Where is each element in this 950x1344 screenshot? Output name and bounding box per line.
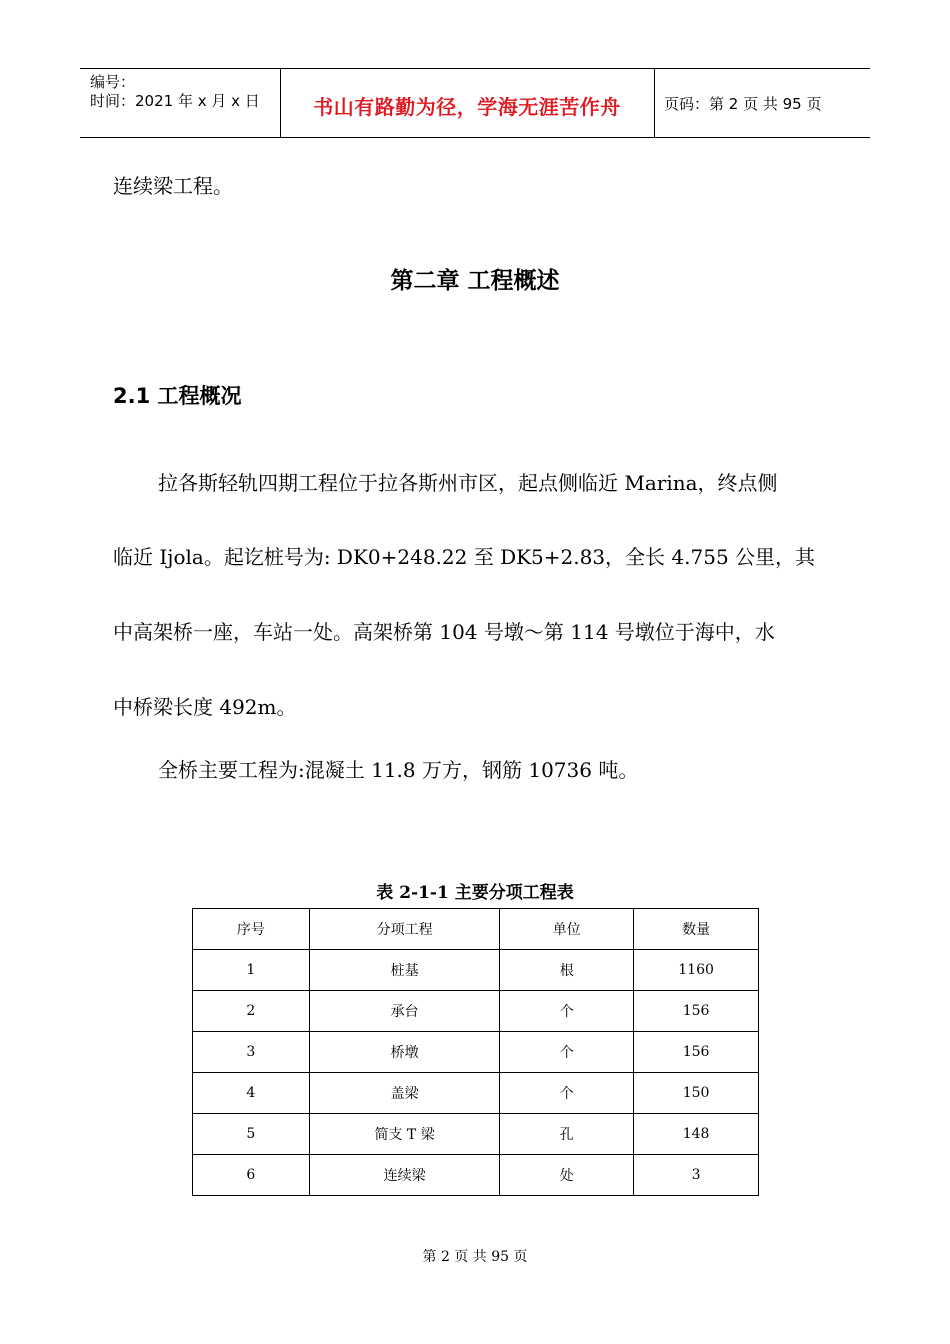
- table-cell: 150: [634, 1073, 759, 1114]
- table-caption: 表 2-1-1 主要分项工程表: [376, 883, 574, 903]
- chapter-title: 第二章 工程概述: [390, 268, 560, 294]
- table-header-cell: 单位: [500, 909, 634, 950]
- paragraph-text: 全桥主要工程为:混凝土 11.8 万方，钢筋 10736 吨。: [158, 758, 639, 782]
- table-cell: 盖梁: [309, 1073, 500, 1114]
- paragraph-line: 临近 Ijola。起讫桩号为: DK0+248.22 至 DK5+2.83，全长 4.755 公里，其: [113, 545, 816, 569]
- header-meta: [90, 73, 260, 111]
- table-header-row: [193, 909, 759, 950]
- work-items-table: [192, 908, 759, 1196]
- table-cell: 桩基: [309, 950, 500, 991]
- table-cell: 3: [634, 1155, 759, 1196]
- header-motto: 书山有路勤为径，学海无涯苦作舟: [313, 95, 621, 119]
- table-row: [193, 991, 759, 1032]
- table-row: [193, 1032, 759, 1073]
- paragraph-line: 中高架桥一座，车站一处。高架桥第 104 号墩～第 114 号墩位于海中，水: [113, 620, 775, 644]
- table-row: [193, 1114, 759, 1155]
- table-cell: 1: [193, 950, 310, 991]
- table-header-cell: 序号: [193, 909, 310, 950]
- table-cell: 2: [193, 991, 310, 1032]
- table-cell: 3: [193, 1032, 310, 1073]
- table-cell: 根: [500, 950, 634, 991]
- time-label: 时间：2021 年 x 月 x 日: [90, 92, 260, 110]
- table-row: [193, 1155, 759, 1196]
- table-header-cell: 数量: [634, 909, 759, 950]
- table-cell: 孔: [500, 1114, 634, 1155]
- header-page-info: 页码：第 2 页 共 95 页: [664, 95, 822, 113]
- table-row: [193, 950, 759, 991]
- table-cell: 5: [193, 1114, 310, 1155]
- table-cell: 个: [500, 1032, 634, 1073]
- table-cell: 桥墩: [309, 1032, 500, 1073]
- section-title: 2.1 工程概况: [113, 384, 242, 408]
- page-header: [80, 68, 870, 138]
- continuation-text: 连续梁工程。: [113, 174, 233, 198]
- paragraph-line: 拉各斯轻轨四期工程位于拉各斯州市区，起点侧临近 Marina，终点侧: [158, 471, 778, 495]
- table-cell: 个: [500, 1073, 634, 1114]
- header-divider: [654, 69, 655, 137]
- table-cell: 156: [634, 1032, 759, 1073]
- page-footer: 第 2 页 共 95 页: [422, 1249, 528, 1265]
- serial-label: 编号：: [90, 73, 136, 91]
- table-cell: 148: [634, 1114, 759, 1155]
- table-cell: 连续梁: [309, 1155, 500, 1196]
- table-header-cell: 分项工程: [309, 909, 500, 950]
- table-cell: 6: [193, 1155, 310, 1196]
- table-cell: 156: [634, 991, 759, 1032]
- table-cell: 处: [500, 1155, 634, 1196]
- table-row: [193, 1073, 759, 1114]
- table-cell: 个: [500, 991, 634, 1032]
- table-cell: 4: [193, 1073, 310, 1114]
- table-cell: 承台: [309, 991, 500, 1032]
- table-cell: 1160: [634, 950, 759, 991]
- paragraph-line: 中桥梁长度 492m。: [113, 695, 297, 719]
- table-cell: 简支 T 梁: [309, 1114, 500, 1155]
